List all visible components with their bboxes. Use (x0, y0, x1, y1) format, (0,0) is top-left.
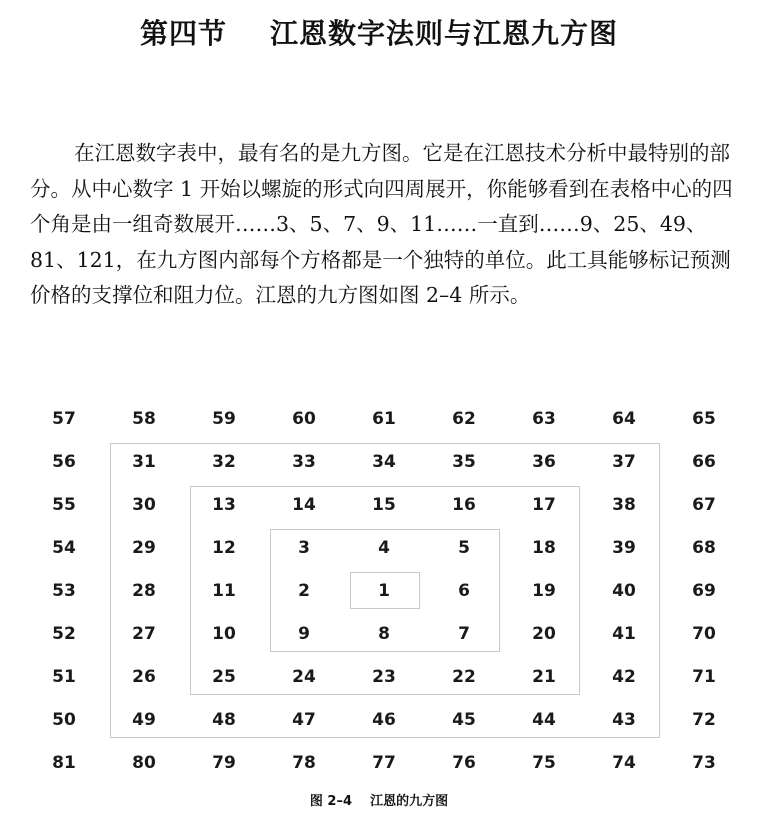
grid-cell-19: 19 (532, 581, 556, 601)
grid-cell-75: 75 (532, 753, 556, 773)
grid-cell-57: 57 (52, 409, 76, 429)
grid-cell-38: 38 (612, 495, 636, 515)
grid-cell-9: 9 (298, 624, 310, 644)
grid-cell-62: 62 (452, 409, 476, 429)
grid-cell-73: 73 (692, 753, 716, 773)
grid-cell-71: 71 (692, 667, 716, 687)
grid-cell-78: 78 (292, 753, 316, 773)
grid-cell-61: 61 (372, 409, 396, 429)
grid-cell-52: 52 (52, 624, 76, 644)
grid-cell-24: 24 (292, 667, 316, 687)
grid-cell-81: 81 (52, 753, 76, 773)
grid-cell-43: 43 (612, 710, 636, 730)
grid-cell-26: 26 (132, 667, 156, 687)
grid-cell-39: 39 (612, 538, 636, 558)
grid-cell-50: 50 (52, 710, 76, 730)
grid-cell-72: 72 (692, 710, 716, 730)
grid-cell-30: 30 (132, 495, 156, 515)
grid-cell-37: 37 (612, 452, 636, 472)
grid-cell-69: 69 (692, 581, 716, 601)
grid-cell-23: 23 (372, 667, 396, 687)
grid-cell-68: 68 (692, 538, 716, 558)
grid-cell-80: 80 (132, 753, 156, 773)
figure-caption: 图 2–4 江恩的九方图 (309, 794, 449, 809)
grid-cell-17: 17 (532, 495, 556, 515)
grid-cell-76: 76 (452, 753, 476, 773)
grid-cell-13: 13 (212, 495, 236, 515)
body-paragraph-text: 在江恩数字表中，最有名的是九方图。它是在江恩技术分析中最特别的部分。从中心数字 1 开始以螺旋的形式向四周展开，你能够看到在表格中心的四个角是由一组奇数展开……3、5、7、9、11……一直到……9、25、49、81、121，在九方图内部每个方格都是一个独特的单位。此工具能够标记预测价格的支撑位和阻力位。江恩的九方图如图 2–4 所示。 (30, 141, 733, 307)
grid-cell-4: 4 (378, 538, 390, 558)
square-of-nine-figure (24, 398, 744, 783)
grid-cell-58: 58 (132, 409, 156, 429)
grid-cell-40: 40 (612, 581, 636, 601)
grid-cell-25: 25 (212, 667, 236, 687)
grid-cell-42: 42 (612, 667, 636, 687)
grid-cell-33: 33 (292, 452, 316, 472)
grid-cell-16: 16 (452, 495, 476, 515)
grid-cell-18: 18 (532, 538, 556, 558)
grid-cell-53: 53 (52, 581, 76, 601)
grid-cell-29: 29 (132, 538, 156, 558)
grid-cell-14: 14 (292, 495, 316, 515)
grid-cell-66: 66 (692, 452, 716, 472)
grid-cell-47: 47 (292, 710, 316, 730)
grid-cell-54: 54 (52, 538, 76, 558)
grid-cell-65: 65 (692, 409, 716, 429)
grid-cell-31: 31 (132, 452, 156, 472)
section-title: 第四节 江恩数字法则与江恩九方图 (140, 17, 618, 50)
grid-cell-32: 32 (212, 452, 236, 472)
grid-cell-28: 28 (132, 581, 156, 601)
grid-cell-64: 64 (612, 409, 636, 429)
grid-cell-10: 10 (212, 624, 236, 644)
grid-cell-11: 11 (212, 581, 236, 601)
grid-cell-44: 44 (532, 710, 556, 730)
grid-cell-70: 70 (692, 624, 716, 644)
grid-cell-41: 41 (612, 624, 636, 644)
grid-cell-21: 21 (532, 667, 556, 687)
grid-cell-55: 55 (52, 495, 76, 515)
grid-cell-48: 48 (212, 710, 236, 730)
grid-cell-3: 3 (298, 538, 310, 558)
grid-cell-49: 49 (132, 710, 156, 730)
grid-cell-79: 79 (212, 753, 236, 773)
grid-cell-77: 77 (372, 753, 396, 773)
grid-cell-59: 59 (212, 409, 236, 429)
grid-cell-20: 20 (532, 624, 556, 644)
grid-cell-45: 45 (452, 710, 476, 730)
grid-cell-56: 56 (52, 452, 76, 472)
grid-cell-46: 46 (372, 710, 396, 730)
grid-cell-6: 6 (458, 581, 470, 601)
grid-cell-12: 12 (212, 538, 236, 558)
grid-cell-67: 67 (692, 495, 716, 515)
grid-cell-2: 2 (298, 581, 310, 601)
grid-cell-51: 51 (52, 667, 76, 687)
grid-cell-35: 35 (452, 452, 476, 472)
body-paragraph (30, 136, 750, 314)
grid-cell-27: 27 (132, 624, 156, 644)
grid-cell-60: 60 (292, 409, 316, 429)
grid-cell-1: 1 (378, 581, 390, 601)
grid-cell-74: 74 (612, 753, 636, 773)
grid-cell-15: 15 (372, 495, 396, 515)
grid-cell-22: 22 (452, 667, 476, 687)
grid-cell-63: 63 (532, 409, 556, 429)
grid-cell-8: 8 (378, 624, 390, 644)
grid-cell-5: 5 (458, 538, 470, 558)
grid-cell-36: 36 (532, 452, 556, 472)
grid-cell-7: 7 (458, 624, 470, 644)
grid-cell-34: 34 (372, 452, 396, 472)
